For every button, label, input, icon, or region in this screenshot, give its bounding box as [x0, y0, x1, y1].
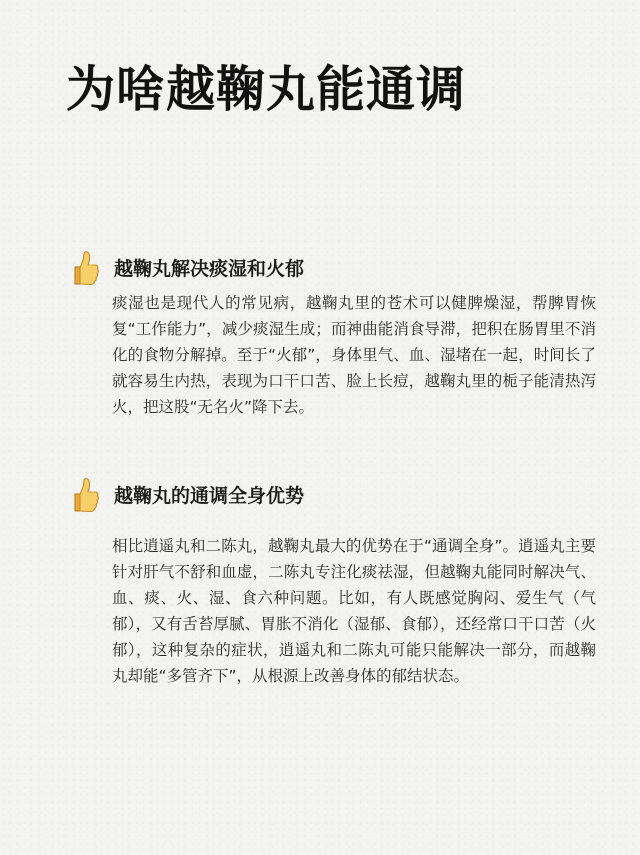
page-title: 为啥越鞠丸能通调 — [66, 61, 467, 118]
thumbs-up-icon — [66, 250, 100, 288]
section-body: 痰湿也是现代人的常见病，越鞠丸里的苍术可以健脾燥湿，帮脾胃恢复“工作能力”，减少痰湿生成；而神曲能消食导滞，把积在肠胃里不消化的食物分解掉。至于“火郁”，身体里气、血、湿堵在一起，时间长了就容易生内热，表现为口干口苦、脸上长痘，越鞠丸里的栀子能清热泻火，把这股“无名火”降下去。 — [112, 294, 596, 416]
section-tongtiao-youshi — [66, 477, 606, 689]
section-heading: 越鞠丸的通调全身优势 — [114, 485, 305, 507]
section-tanshi-huoyu — [66, 250, 606, 420]
section-header — [66, 250, 606, 290]
section-header — [66, 477, 606, 517]
section-heading: 越鞠丸解决痰湿和火郁 — [114, 258, 305, 280]
thumbs-up-icon — [66, 477, 100, 515]
section-body: 相比逍遥丸和二陈丸，越鞠丸最大的优势在于“通调全身”。逍遥丸主要针对肝气不舒和血虚，二陈丸专注化痰祛湿，但越鞠丸能同时解决气、血、痰、火、湿、食六种问题。比如，有人既感觉胸闷、爱生气（气郁），又有舌苔厚腻、胃胀不消化（湿郁、食郁），还经常口干口苦（火郁），这种复杂的症状，逍遥丸和二陈丸可能只能解决一部分，而越鞠丸却能“多管齐下”，从根源上改善身体的郁结状态。 — [112, 537, 596, 685]
